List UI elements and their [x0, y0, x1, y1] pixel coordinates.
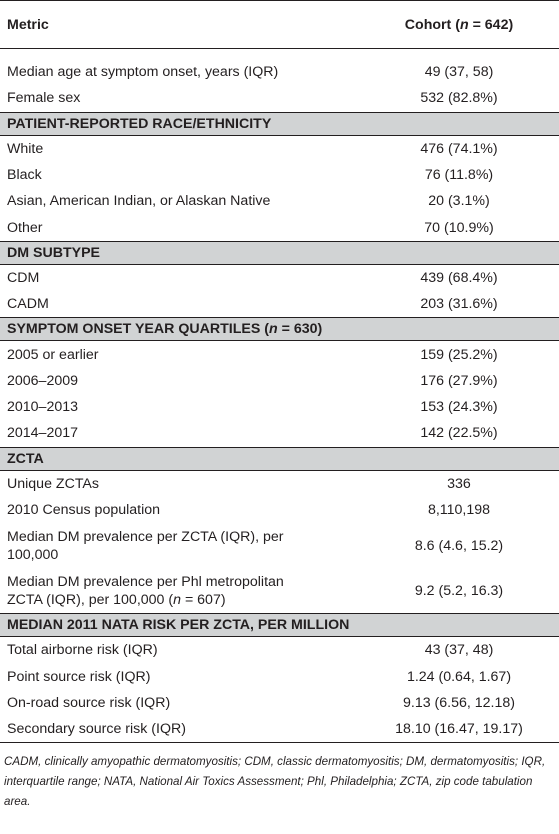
table-row: Median age at symptom onset, years (IQR) 49 (37, 58) — [7, 64, 494, 81]
table-row: Secondary source risk (IQR) 18.10 (16.47, 19.17) — [7, 721, 523, 738]
table-row: 2006–2009 176 (27.9%) — [7, 372, 498, 389]
table-row: Total airborne risk (IQR) 43 (37, 48) — [7, 642, 494, 659]
table-row: Median DM prevalence per Phl metropolitan ZCTA (IQR), per 100,000 (n = 607) 9.2 (5.2, 16.3) — [7, 573, 504, 608]
section-header-zcta: ZCTA — [0, 447, 559, 471]
table-row: Median DM prevalence per ZCTA (IQR), per 100,000 8.6 (4.6, 15.2) — [7, 528, 504, 563]
section-header-dm-subtype: DM SUBTYPE — [0, 241, 559, 265]
table-row: Unique ZCTAs 336 — [7, 475, 471, 492]
table-header — [0, 0, 559, 49]
table-row: White 476 (74.1%) — [7, 140, 498, 157]
table-row: CADM 203 (31.6%) — [7, 296, 498, 313]
table-row: Black 76 (11.8%) — [7, 167, 494, 184]
table-row: 2014–2017 142 (22.5%) — [7, 425, 498, 442]
table-footnote: CADM, clinically amyopathic dermatomyositis; CDM, classic dermatomyositis; DM, dermatomyositis; IQR, interquartile range; NATA, National Air Toxics Assessment; Phl, Philadelphia; ZCTA, zip code tabulation area. — [4, 755, 546, 809]
table-row: Asian, American Indian, or Alaskan Native 20 (3.1%) — [7, 193, 490, 210]
section-header-onset: SYMPTOM ONSET YEAR QUARTILES (n = 630) — [0, 317, 559, 341]
table-row: Female sex 532 (82.8%) — [7, 90, 498, 107]
table-row: CDM 439 (68.4%) — [7, 269, 498, 286]
table-row: On-road source risk (IQR) 9.13 (6.56, 12.18) — [7, 694, 515, 711]
table-row: 2010 Census population 8,110,198 — [7, 502, 491, 518]
table-row: 2010–2013 153 (24.3%) — [7, 399, 498, 416]
section-header-race: PATIENT-REPORTED RACE/ETHNICITY — [0, 112, 559, 136]
table-row: 2005 or earlier 159 (25.2%) — [7, 346, 498, 363]
spacer — [0, 49, 559, 59]
header-metric: Metric — [7, 16, 49, 33]
section-header-nata: MEDIAN 2011 NATA RISK PER ZCTA, PER MILLION — [0, 613, 559, 637]
table-row: Point source risk (IQR) 1.24 (0.64, 1.67) — [7, 668, 512, 685]
table-row: Other 70 (10.9%) — [7, 219, 494, 236]
header-cohort: Cohort (n = 642) — [404, 16, 514, 33]
